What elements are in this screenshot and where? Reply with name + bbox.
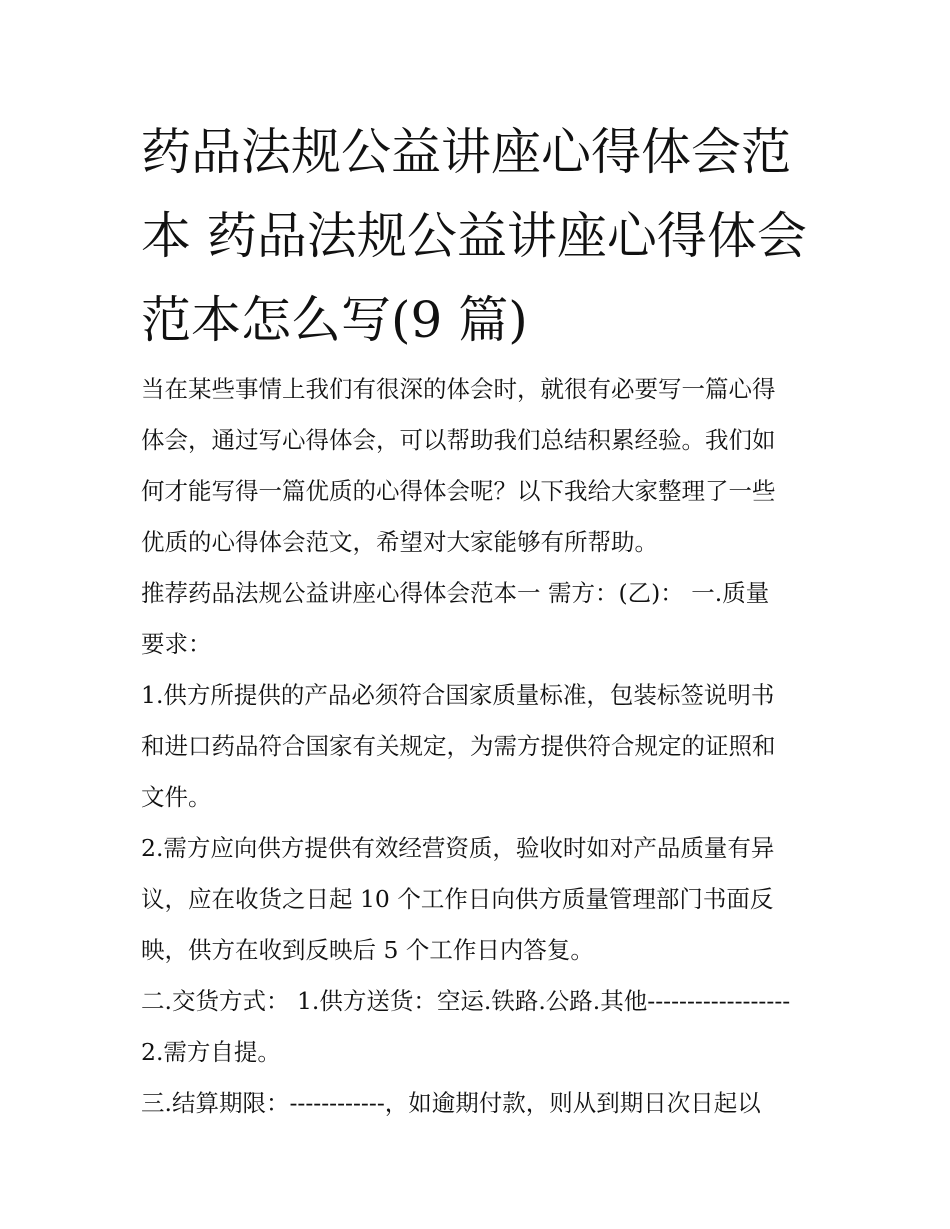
self-pickup: 2.需方自提。 — [141, 1038, 281, 1066]
quality-item-1: 1.供方所提供的产品必须符合国家质量标准，包装标签说明书 和进口药品符合国家有关规定，为需方提供符合规定的证照和 文件。 — [141, 681, 776, 811]
intro-paragraph: 当在某些事情上我们有很深的体会时，就很有必要写一篇心得 体会，通过写心得体会，可以帮助我们总结积累经验。我们如 何才能写得一篇优质的心得体会呢？以下我给大家整理了一些 优质的心得体会范文，希望对大家能够有所帮助。 — [141, 375, 776, 556]
settlement-term: 三.结算期限：------------，如逾期付款，则从到期日次日起以 — [141, 1089, 761, 1117]
document-page — [141, 110, 816, 1129]
delivery-method: 二.交货方式： 1.供方送货：空运.铁路.公路.其他------------------ — [141, 987, 791, 1015]
recommend-paragraph: 推荐药品法规公益讲座心得体会范本一 需方：(乙)： 一.质量 要求： — [141, 579, 770, 658]
document-title: 药品法规公益讲座心得体会范 本 药品法规公益讲座心得体会 范本怎么写(9 篇) — [141, 123, 807, 349]
quality-item-2: 2.需方应向供方提供有效经营资质，验收时如对产品质量有异 议，应在收货之日起 10 个工作日向供方质量管理部门书面反 映，供方在收到反映后 5 个工作日内答复。 — [141, 834, 775, 964]
